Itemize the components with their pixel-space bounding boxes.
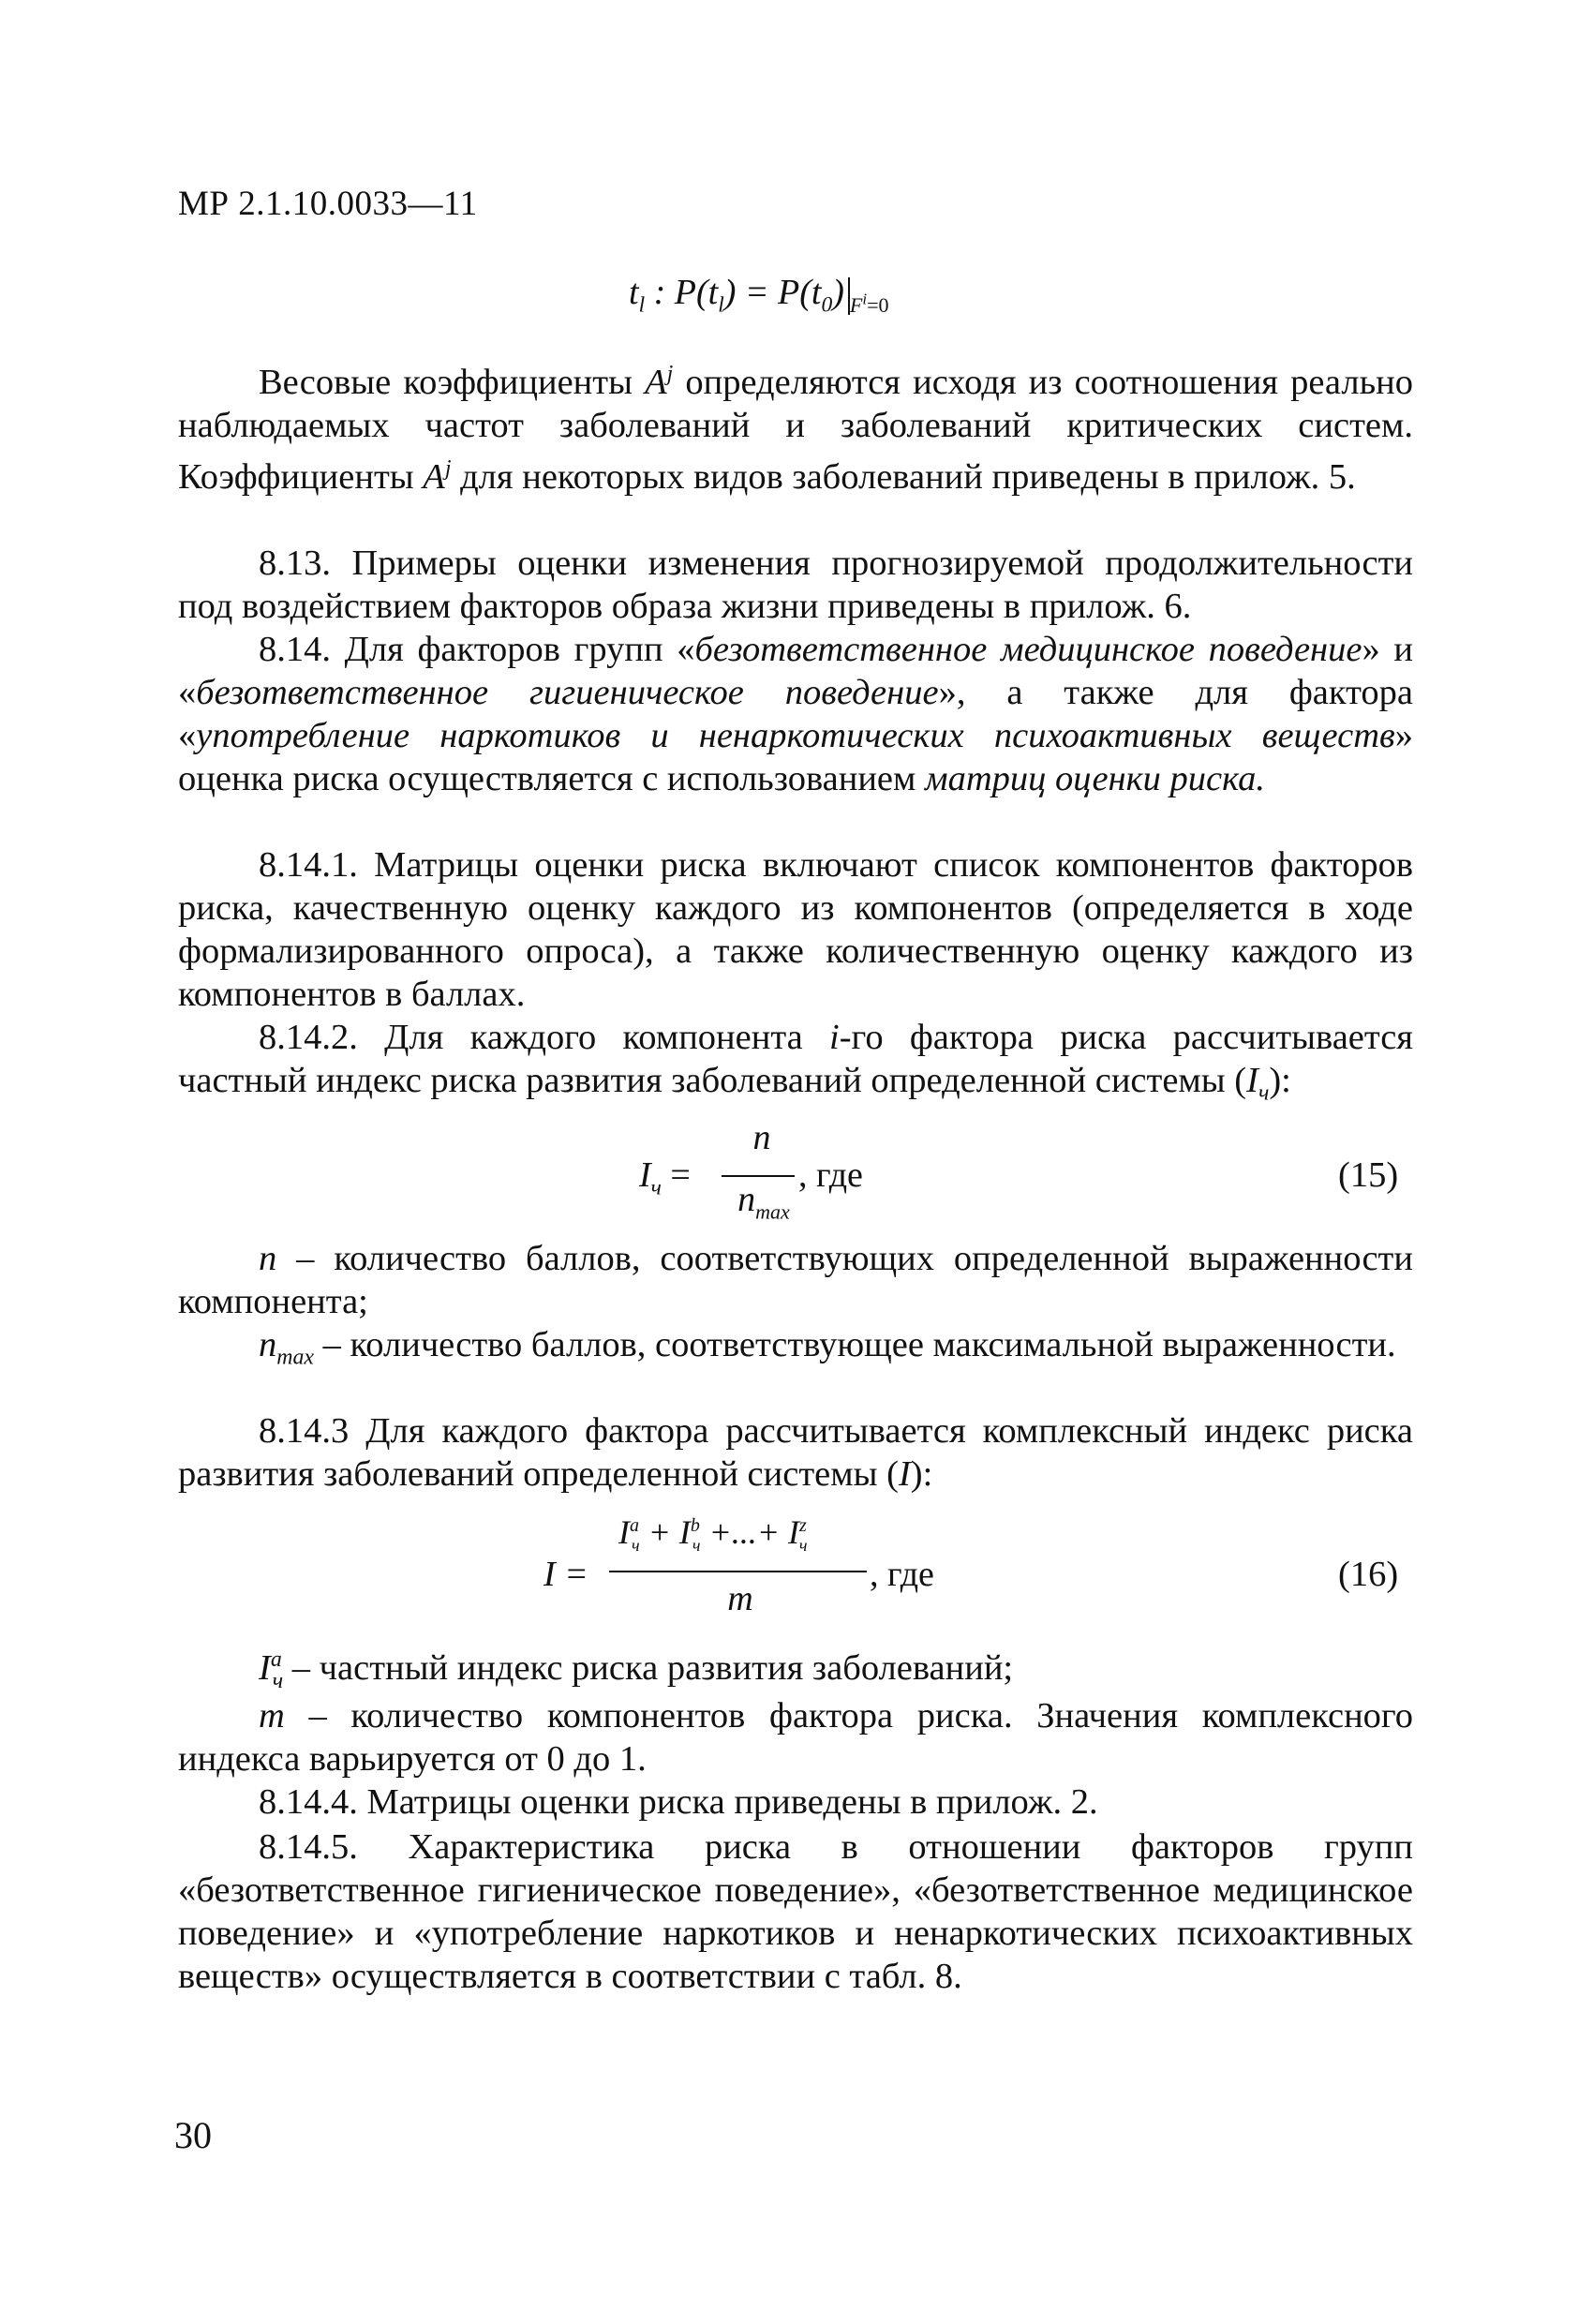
p8-text-a: 8.14.3 Для каждого фактора рассчитывается комплексный индекс риска развития заболеваний определенной системы (: [178, 1411, 1413, 1494]
num-i-a: I: [618, 1513, 630, 1551]
formula-t-l: [629, 272, 889, 319]
p9-symbol-sub: ч: [272, 1668, 284, 1693]
paragraph-8-14-1: 8.14.1. Матрицы оценки риска включают список компонентов факторов риска, качественную оценку каждого из компонентов (определяется в ходе формализированного опроса), а также количественную оценку каждого из компонентов в баллах.: [178, 845, 1413, 1014]
formula-15-fraction-line: [722, 1175, 795, 1177]
formula-15-den-n: n: [737, 1180, 756, 1219]
paragraph-8-14-4: 8.14.4. Матрицы оценки риска приведены в прилож. 2.: [259, 1782, 1098, 1822]
p5-text-c: ):: [1269, 1061, 1291, 1100]
num-sup-a: a: [630, 1515, 639, 1536]
formula-15-den-sub: max: [755, 1199, 790, 1224]
paragraph-nmax-definition: [178, 1323, 1413, 1379]
p5-symbol-i: I: [1246, 1061, 1258, 1100]
formula-bar-sup: i: [862, 290, 868, 308]
p6-symbol-n: n: [259, 1239, 277, 1278]
formula-bar-eq: =0: [867, 292, 889, 317]
formula-16-where: , где: [870, 1555, 934, 1594]
formula-15-lhs: [639, 1155, 691, 1201]
p5-symbol-i-sub: ч: [1258, 1080, 1270, 1106]
p1-text-c: для некоторых видов заболеваний приведены в прилож. 5.: [451, 456, 1356, 497]
paragraph-8-13: 8.13. Примеры оценки изменения прогнозируемой продолжительности под воздействием факторов образа жизни приведены в прилож. 6.: [178, 544, 1413, 626]
p9-text: – частный индекс риска развития заболеваний;: [283, 1647, 1014, 1688]
formula-15-denominator: [722, 1179, 806, 1225]
formula-15-numerator: n: [752, 1118, 771, 1157]
formula-p1-sub: l: [718, 292, 724, 318]
p5-text-b: -го фактора риска рассчитывается частный индекс риска развития заболеваний определенной системы (: [178, 1018, 1413, 1100]
p6-text: – количество баллов, соответствующих определенной выраженности компонента;: [178, 1239, 1413, 1321]
formula-p2-close: ): [832, 273, 844, 312]
formula-bar-f: F: [849, 292, 863, 317]
num-sub-b: ч: [692, 1536, 701, 1556]
formula-t: t: [629, 273, 639, 312]
formula-15-lhs-i: I: [639, 1155, 651, 1195]
p3-text-c: », а также для фактора «: [178, 673, 1413, 755]
formula-15-lhs-sub: ч: [650, 1175, 662, 1200]
paragraph-8-14-2: [178, 1016, 1413, 1115]
num-sup-z: z: [799, 1515, 807, 1536]
paragraph-n-definition: [178, 1237, 1413, 1323]
page-number: 30: [174, 2114, 212, 2156]
p1-text-b: определяются исходя из соотношения реально наблюдаемых частот заболеваний и заболеваний критических систем. Коэффициенты: [178, 362, 1413, 497]
p3-text-b: » и «: [178, 630, 1413, 712]
p7-symbol-n-sub: max: [276, 1345, 315, 1370]
document-code-header: МР 2.1.10.0033—11: [178, 185, 478, 223]
formula-16-numerator: [618, 1512, 807, 1556]
formula-bar-sub: [849, 290, 889, 317]
p8-text-c: ):: [910, 1454, 933, 1494]
p5-text-a: 8.14.2. Для каждого компонента: [259, 1018, 829, 1057]
paragraph-8-14-3: [178, 1409, 1413, 1496]
formula-t-sub: l: [638, 292, 646, 318]
p1-text-a: Весовые коэффициенты: [259, 362, 646, 402]
p3-italic-3: употребление наркотиков и ненаркотических психоактивных веществ: [196, 716, 1395, 755]
formula-16-fraction-line: [609, 1571, 867, 1572]
formula-16-denominator: m: [727, 1579, 753, 1618]
formula-16-lhs: I =: [543, 1555, 588, 1594]
p3-italic-1: безответственное медицинское поведение: [694, 630, 1362, 669]
p1-symbol-a: A: [645, 362, 667, 402]
paragraph-m-definition: [178, 1694, 1413, 1780]
formula-p1-close: ) = P(t: [723, 273, 822, 312]
num-sub-z: ч: [798, 1536, 808, 1556]
formula-p1: P(t: [674, 273, 719, 312]
paragraph-8-14-5: 8.14.5. Характеристика риска в отношении факторов групп «безответственное гигиеническое поведение», «безответственное медицинское поведение» и «употребление наркотиков и ненаркотических психоактивных веществ» осуществляется в соответствии с табл. 8.: [178, 1827, 1413, 1996]
p1-symbol-a2-sup: j: [444, 455, 452, 481]
p5-italic-i: i: [828, 1018, 840, 1057]
formula-15-where: , где: [798, 1155, 863, 1195]
p3-text-a: 8.14. Для факторов групп «: [259, 630, 695, 669]
formula-p2-sub: 0: [821, 292, 833, 318]
p3-italic-2: безответственное гигиеническое поведение: [196, 673, 939, 712]
p1-symbol-a2: A: [423, 456, 445, 497]
paragraph-weights: [178, 352, 1413, 499]
p10-symbol-m: m: [259, 1696, 285, 1736]
paragraph-8-14: [178, 628, 1413, 800]
paragraph-ia-definition: [178, 1638, 1413, 1703]
p1-symbol-a-sup: j: [666, 362, 674, 386]
p3-italic-4: матриц оценки риска.: [925, 759, 1266, 798]
p9-symbol-sup: a: [270, 1647, 282, 1672]
num-sup-b: b: [690, 1515, 700, 1536]
p9-symbol-i: I: [259, 1647, 271, 1688]
num-sub-a: ч: [632, 1536, 640, 1556]
formula-15-eq: =: [661, 1155, 691, 1195]
p10-text: – количество компонентов фактора риска. Значения комплексного индекса варьируется от 0 до 1.: [178, 1696, 1413, 1779]
p7-text: – количество баллов, соответствующее максимальной выраженности.: [314, 1325, 1396, 1364]
equation-number-16: (16): [1338, 1555, 1399, 1594]
num-i-b: + I: [639, 1513, 691, 1551]
p8-symbol-i: I: [898, 1454, 911, 1494]
equation-number-15: (15): [1338, 1155, 1399, 1195]
p3-text-d: » оценка риска осуществляется с использованием: [178, 716, 1413, 798]
p7-symbol-n: n: [259, 1325, 277, 1364]
formula-colon: :: [645, 273, 675, 312]
num-i-z: +...+ I: [700, 1513, 800, 1551]
